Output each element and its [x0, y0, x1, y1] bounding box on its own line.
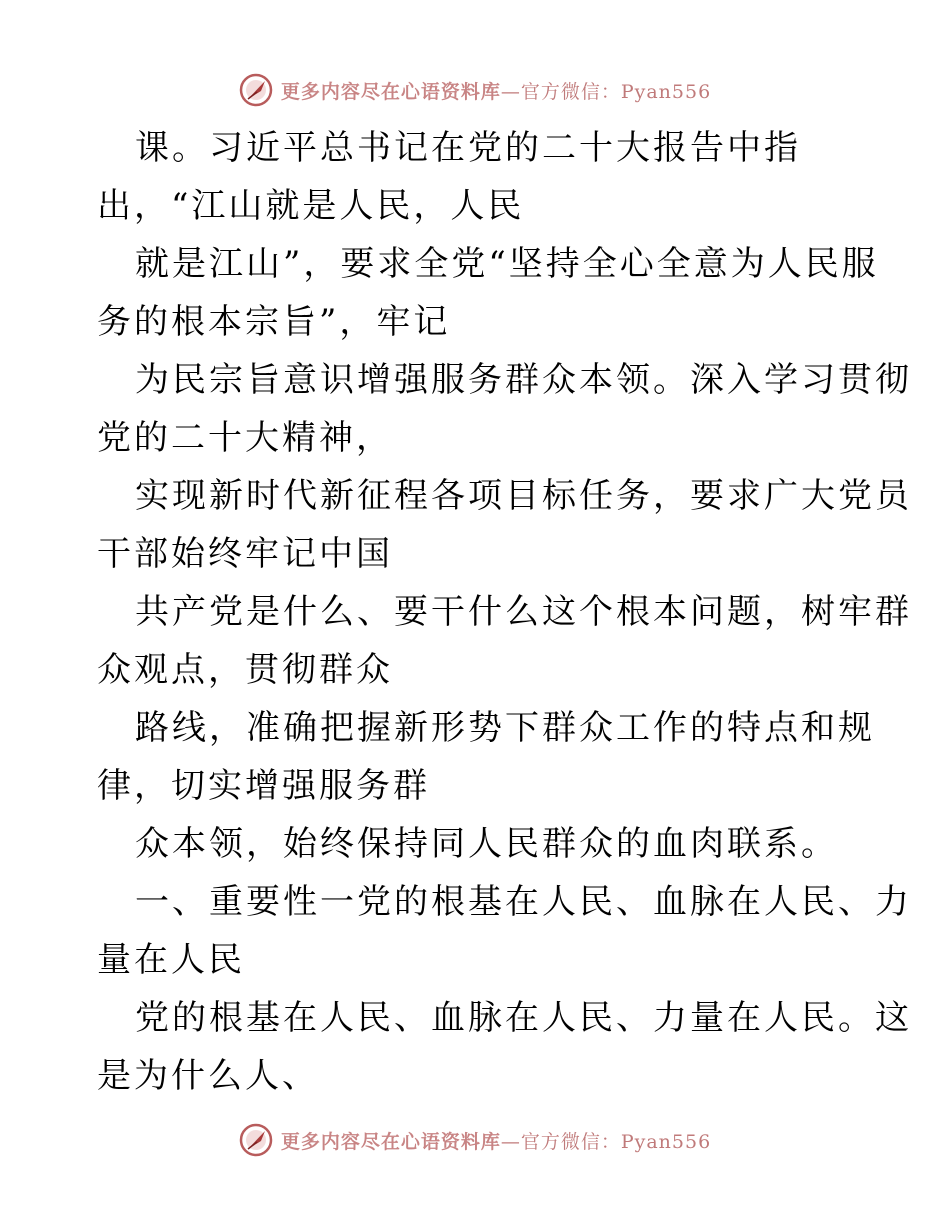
- text-line: 出，“江山就是人民，人民: [97, 186, 525, 226]
- text-line: 路线，准确把握新形势下群众工作的特点和规: [135, 708, 875, 748]
- text-line: 为民宗旨意识增强服务群众本领。深入学习贯彻: [135, 360, 912, 400]
- watermark-text: 更多内容尽在心语资料库—官方微信：Pyan556: [280, 80, 712, 103]
- header-watermark: [0, 70, 950, 110]
- text-line: 务的根本宗旨”，牢记: [97, 302, 451, 342]
- text-line: 律，切实增强服务群: [97, 766, 430, 806]
- text-line: 就是江山”，要求全党“坚持全心全意为人民服: [135, 244, 879, 284]
- text-line: 共产党是什么、要干什么这个根本问题，树牢群: [135, 592, 912, 632]
- quill-logo-icon: [239, 1123, 273, 1157]
- text-line: 众本领，始终保持同人民群众的血肉联系。: [135, 824, 838, 864]
- text-line: 实现新时代新征程各项目标任务，要求广大党员: [135, 476, 912, 516]
- footer-watermark: [0, 1120, 950, 1160]
- text-line: 党的二十大精神，: [97, 418, 393, 458]
- text-line: 党的根基在人民、血脉在人民、力量在人民。这: [135, 998, 912, 1038]
- watermark-text: 更多内容尽在心语资料库—官方微信：Pyan556: [280, 1130, 712, 1153]
- text-line: 众观点，贯彻群众: [97, 650, 393, 690]
- quill-logo-icon: [239, 73, 273, 107]
- section-heading: 一、重要性一党的根基在人民、血脉在人民、力: [135, 882, 912, 922]
- text-line: 干部始终牢记中国: [97, 534, 393, 574]
- text-line: 课。习近平总书记在党的二十大报告中指: [135, 128, 801, 168]
- text-line: 是为什么人、: [97, 1056, 319, 1096]
- section-heading-continued: 量在人民: [97, 940, 245, 980]
